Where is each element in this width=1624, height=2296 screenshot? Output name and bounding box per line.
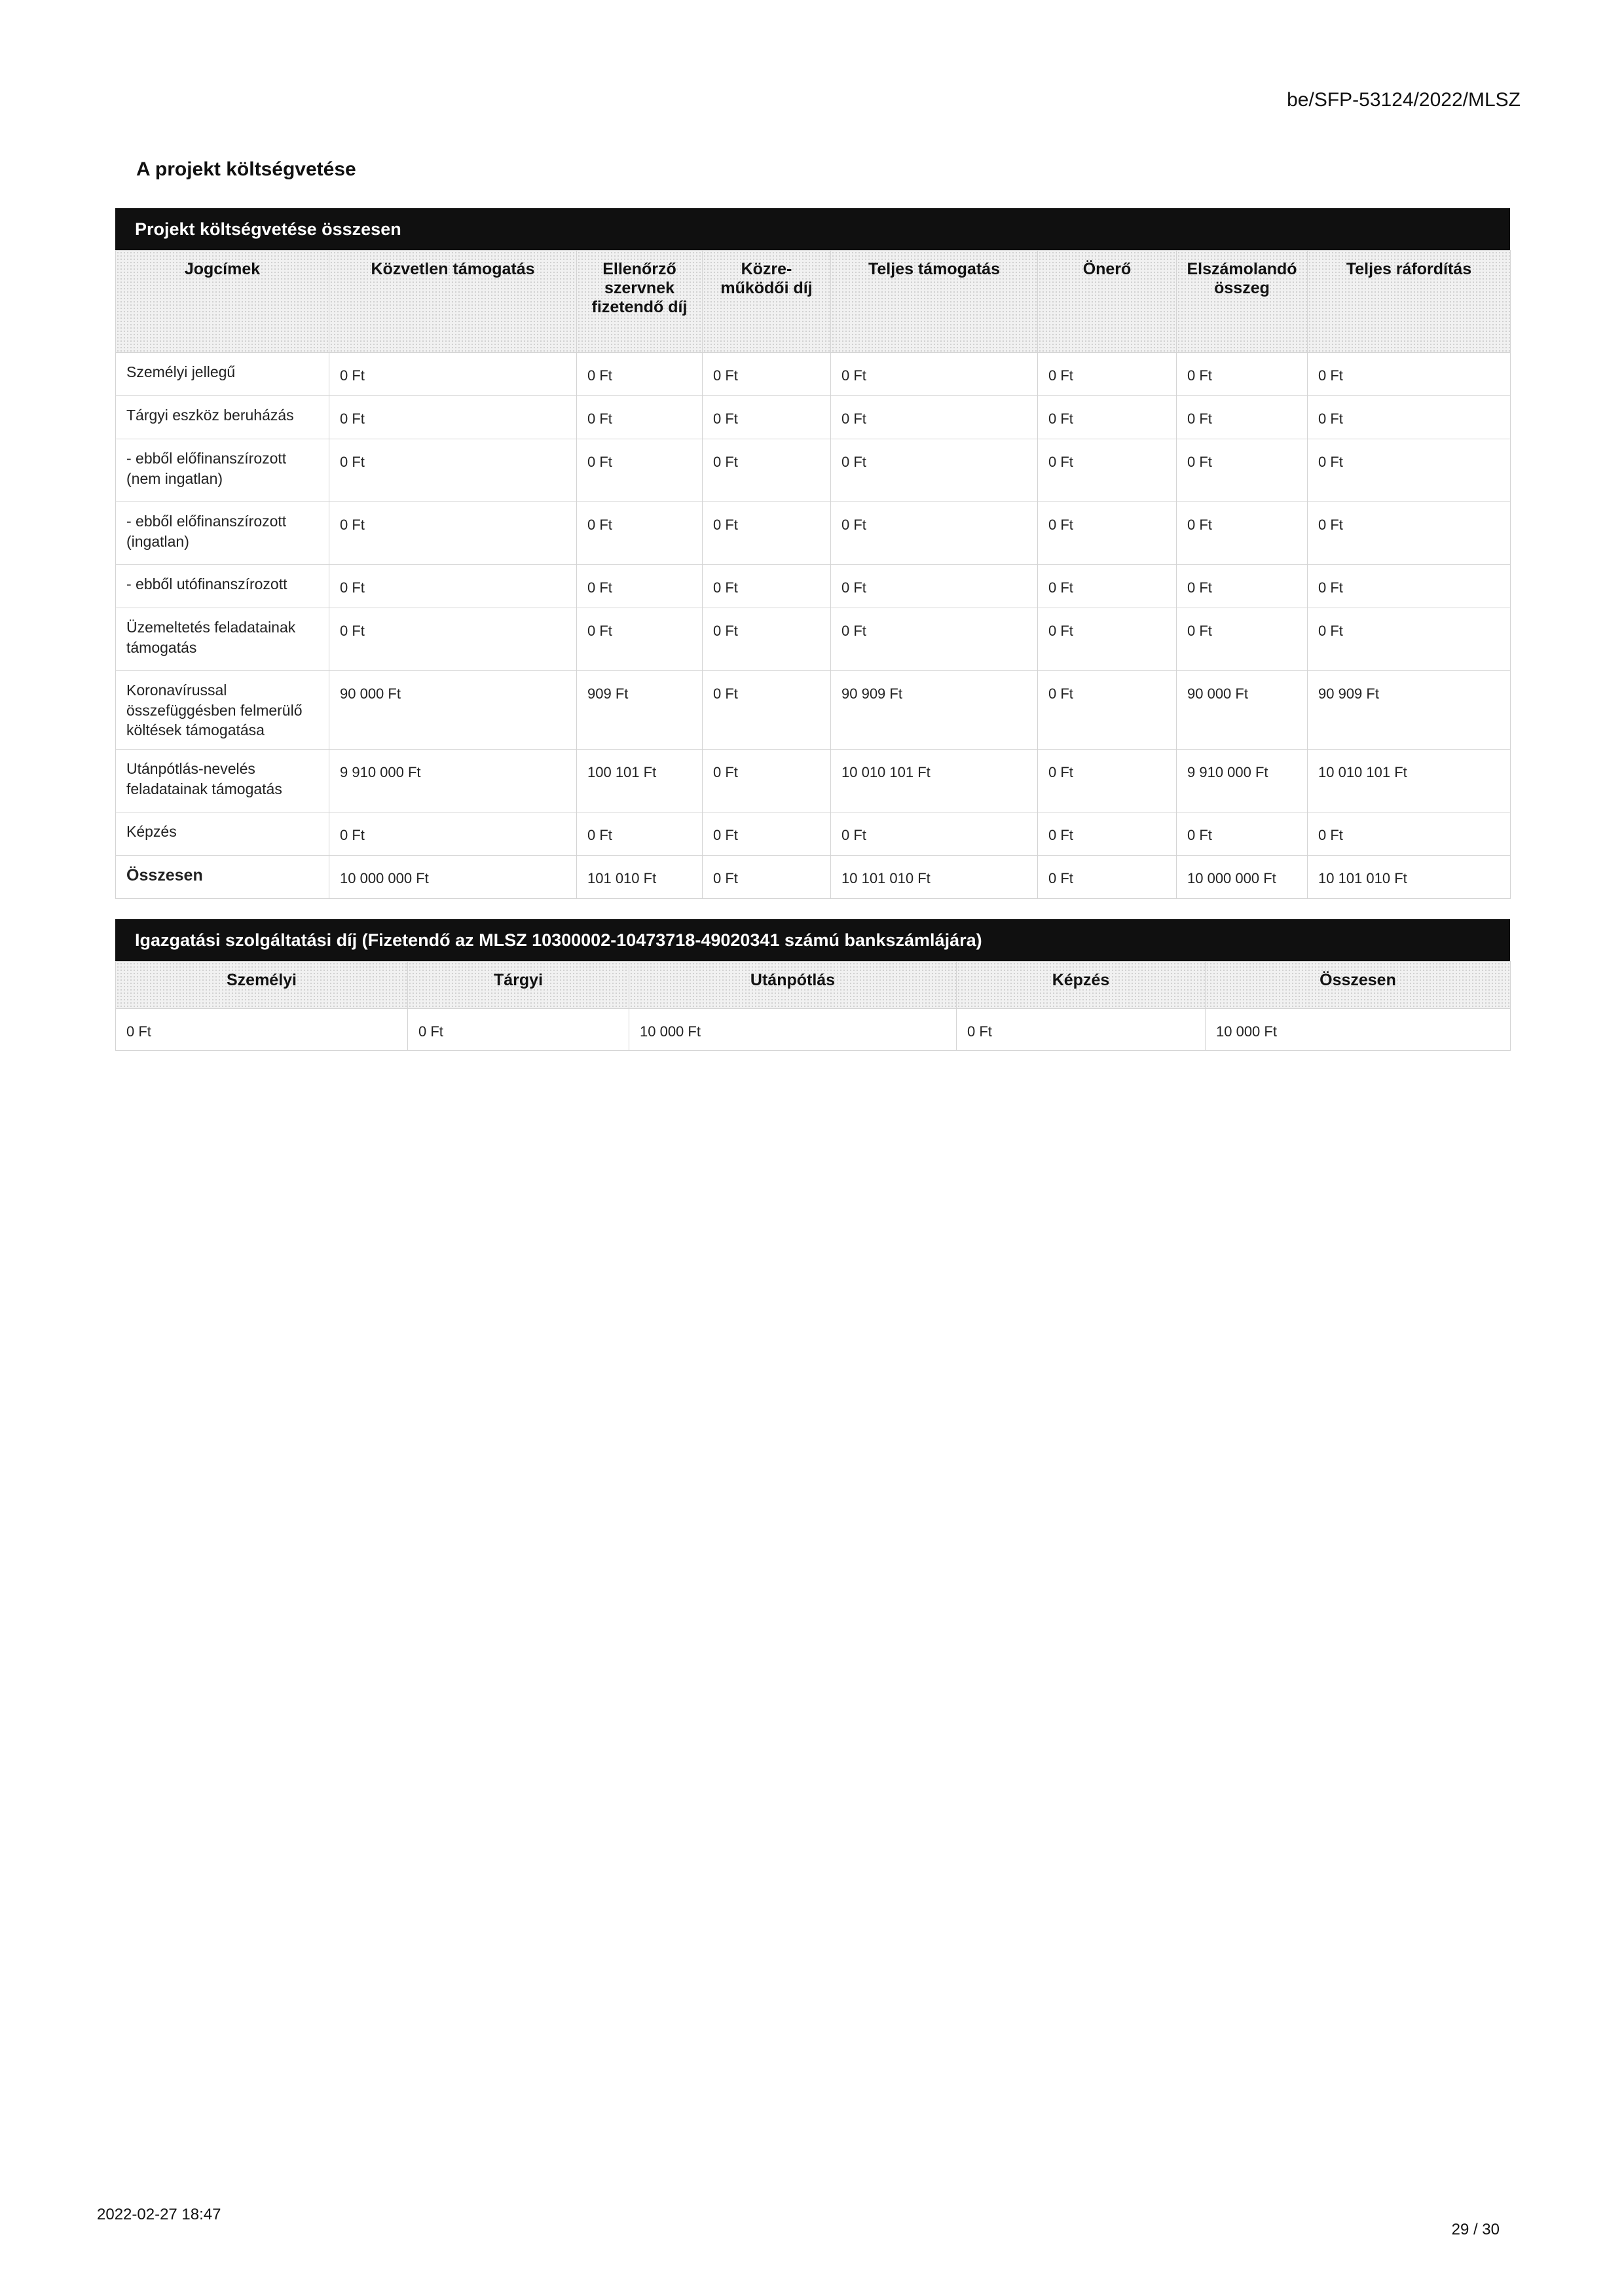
cell-value: 0 Ft (1177, 565, 1308, 608)
cell-value: 0 Ft (1038, 856, 1177, 899)
cell-value: 10 000 000 Ft (1177, 856, 1308, 899)
cell-value: 10 000 000 Ft (329, 856, 577, 899)
column-header: Összesen (1206, 962, 1511, 1009)
cell-value: 0 Ft (831, 565, 1038, 608)
cell-value: 0 Ft (1308, 812, 1511, 856)
cell-value: 0 Ft (329, 608, 577, 671)
document-reference: be/SFP-53124/2022/MLSZ (1287, 89, 1521, 111)
budget-header-row (116, 251, 1511, 353)
column-header: Képzés (957, 962, 1206, 1009)
fee-table (115, 961, 1511, 1051)
table-row (116, 608, 1511, 671)
column-header: Személyi (116, 962, 408, 1009)
cell-value: 0 Ft (831, 439, 1038, 502)
cell-value: 0 Ft (1177, 353, 1308, 396)
cell-value: 909 Ft (577, 671, 703, 750)
row-label: - ebből utófinanszírozott (116, 565, 329, 608)
cell-value: 0 Ft (831, 812, 1038, 856)
cell-value: 0 Ft (1177, 439, 1308, 502)
row-label: Képzés (116, 812, 329, 856)
cell-value: 0 Ft (1308, 565, 1511, 608)
cell-value: 0 Ft (329, 396, 577, 439)
cell-value: 0 Ft (1038, 353, 1177, 396)
cell-value: 0 Ft (1038, 608, 1177, 671)
cell-value: 0 Ft (703, 353, 831, 396)
cell-value: 0 Ft (1038, 812, 1177, 856)
cell-value: 0 Ft (329, 502, 577, 565)
row-label: Üzemeltetés feladatainak támogatás (116, 608, 329, 671)
column-header: Tárgyi (408, 962, 629, 1009)
cell-value: 0 Ft (1308, 353, 1511, 396)
cell-value: 0 Ft (408, 1009, 629, 1051)
cell-value: 0 Ft (703, 502, 831, 565)
row-label: Személyi jellegű (116, 353, 329, 396)
cell-value: 0 Ft (831, 353, 1038, 396)
budget-table-title: Projekt költségvetése összesen (115, 208, 1510, 250)
column-header: Utánpótlás (629, 962, 957, 1009)
cell-value: 0 Ft (577, 396, 703, 439)
column-header: Jogcímek (116, 251, 329, 353)
cell-value: 0 Ft (577, 812, 703, 856)
cell-value: 10 010 101 Ft (1308, 750, 1511, 812)
cell-value: 0 Ft (1177, 812, 1308, 856)
cell-value: 0 Ft (1038, 396, 1177, 439)
table-row (116, 396, 1511, 439)
column-header: Teljes támogatás (831, 251, 1038, 353)
column-header: Közre-működői díj (703, 251, 831, 353)
cell-value: 0 Ft (1308, 439, 1511, 502)
cell-value: 0 Ft (577, 608, 703, 671)
cell-value: 0 Ft (577, 565, 703, 608)
table-row (116, 565, 1511, 608)
cell-value: 0 Ft (116, 1009, 408, 1051)
cell-value: 0 Ft (703, 671, 831, 750)
cell-value: 0 Ft (1308, 502, 1511, 565)
cell-value: 0 Ft (329, 439, 577, 502)
table-row (116, 353, 1511, 396)
cell-value: 0 Ft (703, 750, 831, 812)
table-row (116, 439, 1511, 502)
section-title: A projekt költségvetése (136, 158, 356, 180)
cell-value: 0 Ft (1308, 608, 1511, 671)
cell-value: 0 Ft (1038, 439, 1177, 502)
cell-value: 0 Ft (577, 502, 703, 565)
cell-value: 0 Ft (831, 608, 1038, 671)
cell-value: 0 Ft (329, 353, 577, 396)
cell-value: 0 Ft (577, 439, 703, 502)
cell-value: 0 Ft (1038, 565, 1177, 608)
table-row (116, 671, 1511, 750)
table-row (116, 1009, 1511, 1051)
cell-value: 0 Ft (1177, 502, 1308, 565)
fee-table-title: Igazgatási szolgáltatási díj (Fizetendő az MLSZ 10300002-10473718-49020341 számú bankszámlájára) (115, 919, 1510, 961)
cell-value: 0 Ft (703, 439, 831, 502)
cell-value: 0 Ft (1308, 396, 1511, 439)
fee-header-row (116, 962, 1511, 1009)
cell-value: 9 910 000 Ft (329, 750, 577, 812)
cell-value: 101 010 Ft (577, 856, 703, 899)
cell-value: 0 Ft (831, 396, 1038, 439)
cell-value: 0 Ft (703, 396, 831, 439)
cell-value: 0 Ft (957, 1009, 1206, 1051)
cell-value: 10 000 Ft (1206, 1009, 1511, 1051)
print-timestamp: 2022-02-27 18:47 (97, 2206, 221, 2223)
column-header: Elszámolandó összeg (1177, 251, 1308, 353)
table-row (116, 812, 1511, 856)
cell-value: 0 Ft (1038, 750, 1177, 812)
column-header: Közvetlen támogatás (329, 251, 577, 353)
row-label: - ebből előfinanszírozott (ingatlan) (116, 502, 329, 565)
cell-value: 0 Ft (1177, 396, 1308, 439)
cell-value: 10 101 010 Ft (831, 856, 1038, 899)
table-row (116, 502, 1511, 565)
cell-value: 9 910 000 Ft (1177, 750, 1308, 812)
cell-value: 0 Ft (831, 502, 1038, 565)
column-header: Önerő (1038, 251, 1177, 353)
row-label: - ebből előfinanszírozott (nem ingatlan) (116, 439, 329, 502)
row-label: Utánpótlás-nevelés feladatainak támogatás (116, 750, 329, 812)
cell-value: 10 101 010 Ft (1308, 856, 1511, 899)
cell-value: 0 Ft (703, 565, 831, 608)
row-label: Összesen (116, 856, 329, 899)
cell-value: 0 Ft (1177, 608, 1308, 671)
row-label: Tárgyi eszköz beruházás (116, 396, 329, 439)
table-row (116, 750, 1511, 812)
budget-table (115, 250, 1511, 899)
column-header: Teljes ráfordítás (1308, 251, 1511, 353)
cell-value: 100 101 Ft (577, 750, 703, 812)
cell-value: 90 909 Ft (1308, 671, 1511, 750)
page-number: 29 / 30 (1451, 2221, 1500, 2238)
row-label: Koronavírussal összefüggésben felmerülő költések támogatása (116, 671, 329, 750)
cell-value: 0 Ft (703, 856, 831, 899)
total-row (116, 856, 1511, 899)
cell-value: 10 000 Ft (629, 1009, 957, 1051)
cell-value: 10 010 101 Ft (831, 750, 1038, 812)
cell-value: 0 Ft (1038, 671, 1177, 750)
cell-value: 0 Ft (703, 812, 831, 856)
cell-value: 0 Ft (329, 812, 577, 856)
column-header: Ellenőrző szervnek fizetendő díj (577, 251, 703, 353)
cell-value: 90 909 Ft (831, 671, 1038, 750)
cell-value: 90 000 Ft (1177, 671, 1308, 750)
cell-value: 0 Ft (577, 353, 703, 396)
cell-value: 0 Ft (1038, 502, 1177, 565)
cell-value: 0 Ft (329, 565, 577, 608)
cell-value: 90 000 Ft (329, 671, 577, 750)
cell-value: 0 Ft (703, 608, 831, 671)
